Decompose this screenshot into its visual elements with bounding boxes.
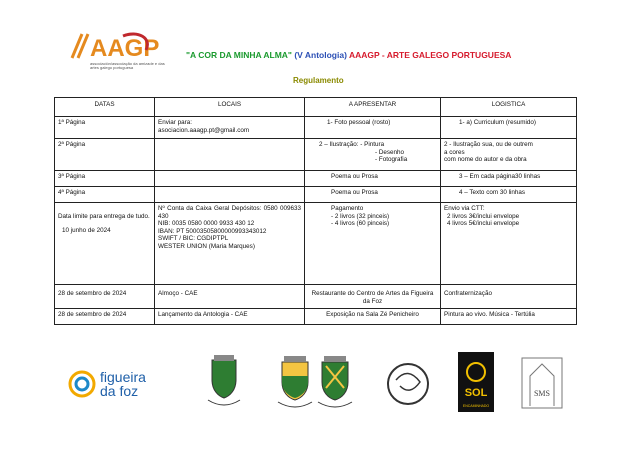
sol-logo bbox=[458, 352, 494, 412]
svg-text:figueira: figueira bbox=[100, 369, 146, 385]
bank-swift: SWIFT / BIC: CGDIPTPL bbox=[158, 235, 229, 243]
cell-datas: 2ª Página bbox=[55, 139, 155, 171]
bank-account: Nº Conta da Caixa Geral Depósitos: 0580 009633 430 bbox=[158, 205, 301, 220]
cell-line: 3 – Em cada página30 linhas bbox=[459, 173, 541, 180]
cell-logistica bbox=[441, 139, 577, 171]
cell-line: 2 - Ilustração sua, ou de outrem bbox=[444, 141, 533, 148]
coat-of-arms-icon bbox=[318, 356, 352, 407]
cell-line: Poema ou Prosa bbox=[331, 173, 378, 180]
cell-locais bbox=[155, 309, 305, 325]
deadline-text: Data limite para entrega de tudo. bbox=[58, 213, 150, 220]
cell-line: 4 – Texto com 30 linhas bbox=[459, 189, 526, 196]
cell-locais bbox=[155, 171, 305, 187]
table-row bbox=[55, 285, 577, 309]
cell-apresentar bbox=[305, 309, 441, 325]
table-row bbox=[55, 187, 577, 203]
rules-table bbox=[54, 97, 577, 325]
cell-datas: 28 de setembro de 2024 bbox=[55, 285, 155, 309]
cell-datas: 3ª Página bbox=[55, 171, 155, 187]
cell-apresentar bbox=[305, 139, 441, 171]
cell-line: - 2 livros (32 pinceis) bbox=[331, 212, 390, 220]
cell-logistica bbox=[441, 187, 577, 203]
table-row bbox=[55, 203, 577, 285]
figueira-da-foz-logo bbox=[70, 369, 146, 399]
cell-logistica bbox=[441, 203, 577, 285]
cell-line: Envio via CTT: bbox=[444, 205, 485, 212]
cell-line: Pagamento bbox=[331, 205, 364, 212]
svg-text:da foz: da foz bbox=[100, 383, 139, 399]
cell-line: - 4 livros (60 pinceis) bbox=[331, 220, 390, 228]
bank-iban: IBAN: PT 50003505800000993343012 bbox=[158, 227, 267, 235]
cell-line: Enviar para: bbox=[158, 119, 192, 126]
svg-text:SMS: SMS bbox=[533, 389, 551, 398]
email-address: asociacion.aaagp.pt@gmail.com bbox=[158, 126, 250, 134]
coat-of-arms-icon bbox=[208, 355, 240, 405]
deadline-date: 10 junho de 2024 bbox=[62, 226, 111, 234]
document-title bbox=[186, 50, 511, 60]
cell-line: - Desenho bbox=[375, 148, 405, 156]
coat-of-arms-icon bbox=[278, 356, 312, 407]
cell-line: 2 – Ilustração: - Pintura bbox=[319, 141, 385, 148]
cell-apresentar bbox=[305, 171, 441, 187]
cell-datas: 28 de setembro de 2024 bbox=[55, 309, 155, 325]
cell-logistica bbox=[441, 285, 577, 309]
table-row bbox=[55, 117, 577, 139]
cell-apresentar bbox=[305, 117, 441, 139]
table-row bbox=[55, 139, 577, 171]
cell-line: 2 livros 3€/inclui envelope bbox=[447, 212, 520, 220]
cell-apresentar bbox=[305, 203, 441, 285]
header-datas: DATAS bbox=[55, 98, 155, 117]
cell-line: Restaurante do Centro de Artes da Figueira da Foz bbox=[311, 290, 434, 305]
cell-line: Pintura ao vivo. Música - Tertúlia bbox=[444, 311, 535, 318]
title-quote: "A COR DA MINHA ALMA" bbox=[186, 50, 292, 60]
cell-apresentar bbox=[305, 187, 441, 203]
svg-text:SOL: SOL bbox=[464, 387, 488, 399]
cell-line: Almoço - CAE bbox=[158, 290, 198, 297]
document-subtitle: Regulamento bbox=[293, 76, 344, 85]
table-row bbox=[55, 171, 577, 187]
title-edition: (V Antologia) bbox=[294, 50, 347, 60]
cell-line: Exposição na Sala Zé Penicheiro bbox=[326, 311, 419, 318]
cell-logistica bbox=[441, 117, 577, 139]
cell-line: 1- Foto pessoal (rosto) bbox=[327, 119, 391, 126]
cell-apresentar bbox=[305, 285, 441, 309]
header-logistica: LOGISTICA bbox=[441, 98, 577, 117]
bank-nib: NIB: 0035 0580 0000 9933 430 12 bbox=[158, 220, 255, 228]
cell-line: - Fotografia bbox=[375, 156, 408, 164]
cell-logistica bbox=[441, 171, 577, 187]
cell-datas bbox=[55, 203, 155, 285]
cell-line: com nome do autor e da obra bbox=[444, 156, 527, 164]
logo-wordmark: AAGP bbox=[90, 35, 160, 62]
circular-emblem-icon bbox=[388, 364, 428, 404]
cell-line: Lançamento da Antologia - CAE bbox=[158, 311, 248, 318]
header-locais: LOCAIS bbox=[155, 98, 305, 117]
cell-datas: 4ª Página bbox=[55, 187, 155, 203]
table-header-row bbox=[55, 98, 577, 117]
table-row bbox=[55, 309, 577, 325]
svg-text:ENCAMINHADO: ENCAMINHADO bbox=[462, 404, 490, 408]
sms-church-logo bbox=[522, 358, 562, 408]
western-union: WESTER UNION (Maria Marques) bbox=[158, 242, 255, 250]
cell-locais bbox=[155, 187, 305, 203]
cell-locais bbox=[155, 285, 305, 309]
cell-line: Confraternização bbox=[444, 290, 492, 297]
cell-datas: 1ª Página bbox=[55, 117, 155, 139]
cell-line: 1- a) Curriculum (resumido) bbox=[459, 119, 536, 126]
sponsor-logos bbox=[60, 350, 580, 430]
header-apresentar: A APRESENTAR bbox=[305, 98, 441, 117]
logo-caption: associación/associação da amizade e das artes galego portuguesa bbox=[90, 61, 165, 71]
cell-line: 4 livros 5€/inclui envelope bbox=[447, 220, 520, 228]
cell-locais bbox=[155, 203, 305, 285]
cell-line: a cores bbox=[444, 148, 465, 156]
cell-logistica bbox=[441, 309, 577, 325]
title-org: AAAGP - ARTE GALEGO PORTUGUESA bbox=[348, 50, 512, 60]
cell-locais bbox=[155, 117, 305, 139]
cell-line: Poema ou Prosa bbox=[331, 189, 378, 196]
cell-locais bbox=[155, 139, 305, 171]
